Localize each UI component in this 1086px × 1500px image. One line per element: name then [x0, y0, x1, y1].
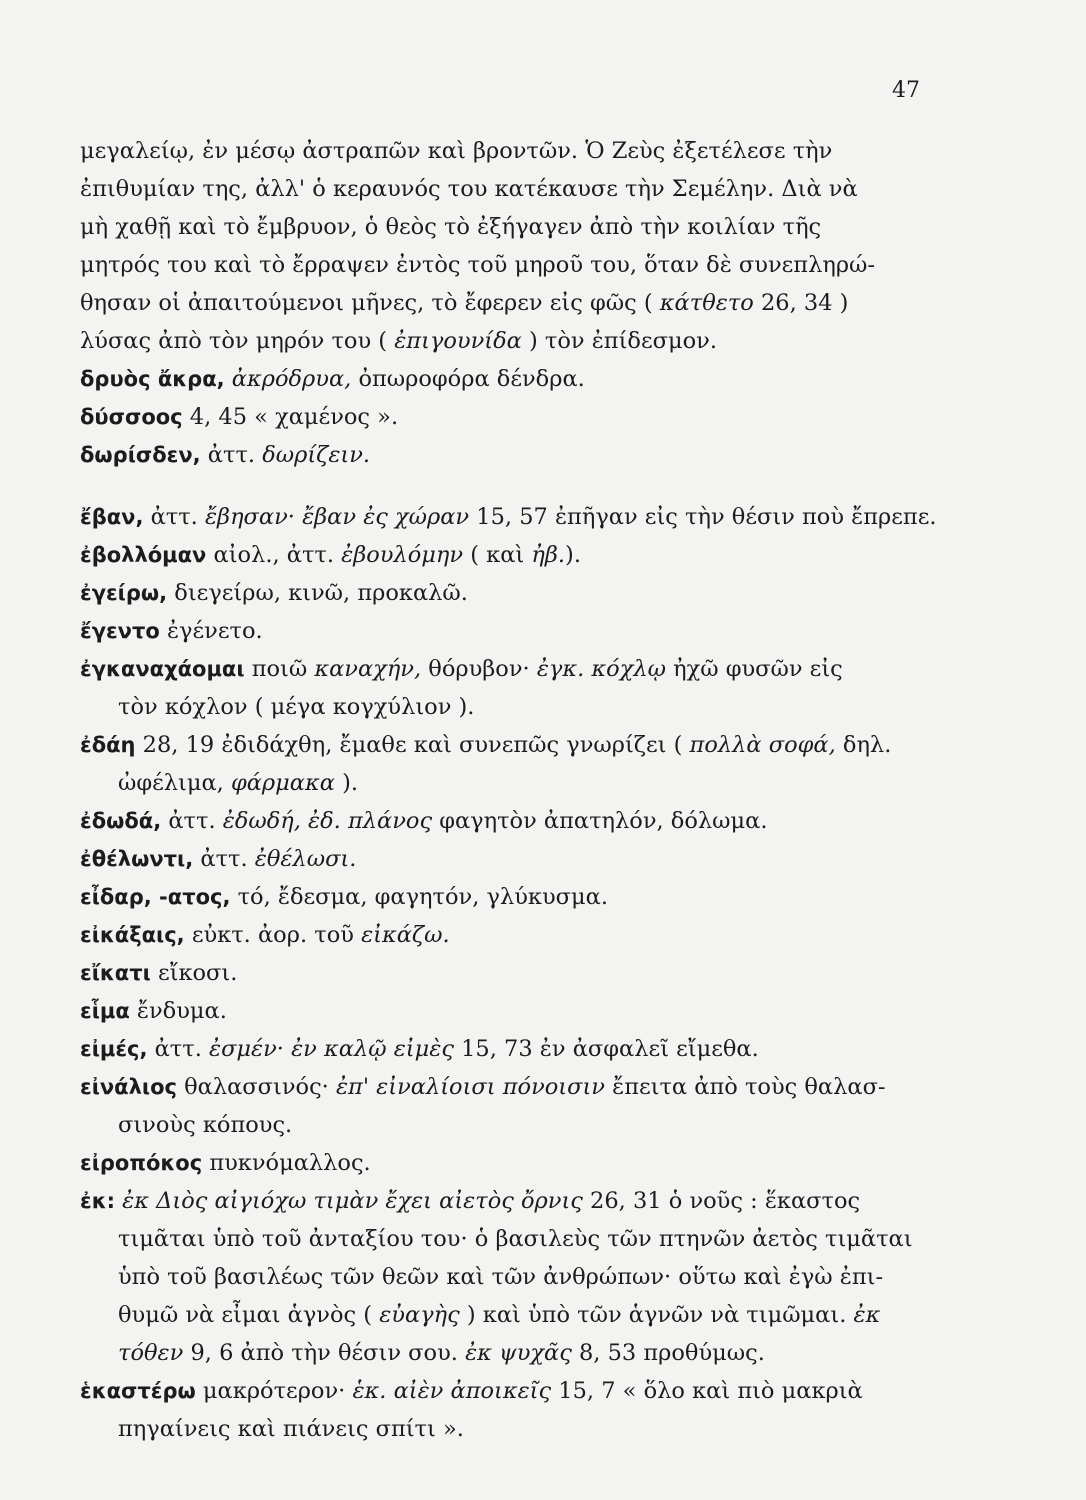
text-line [118, 1298, 920, 1332]
text-line [118, 1260, 920, 1294]
line-text: μεγαλείῳ, ἐν μέσῳ ἀστραπῶν καὶ βροντῶν. Ὁ Ζεὺς ἐξετέλεσε τὴν [80, 138, 833, 164]
headword: ἑκαστέρω [80, 1379, 196, 1403]
line-text: διεγείρω, κινῶ, προκαλῶ. [167, 580, 468, 606]
line-text: πυκνόμαλλος. [202, 1150, 371, 1176]
text-line [80, 576, 920, 610]
line-text: ἀττ. [193, 846, 255, 872]
italic-text: ἐπ' εἰναλίοισι πόνοισιν [335, 1074, 605, 1100]
headword: ἐβολλόμαν [80, 543, 207, 567]
italic-text: ἐβουλόμην [341, 542, 464, 568]
line-text: ἔνδυμα. [129, 998, 227, 1024]
line-text: ἐπιθυμίαν της, ἀλλ' ὁ κεραυνός του κατέκαυσε τὴν Σεμέλην. Διὰ νὰ [80, 176, 858, 202]
text-line [118, 690, 920, 724]
text-line [80, 994, 920, 1028]
text-line [80, 134, 920, 168]
line-text: αἰολ., ἀττ. [206, 542, 342, 568]
line-text: 15, 7 « ὅλο καὶ πιὸ μακριὰ [551, 1378, 863, 1404]
headword: ἐδάη [80, 733, 136, 757]
headword: ἐδωδά, [80, 809, 162, 833]
text-line [80, 652, 920, 686]
line-text: θυμῶ νὰ εἶμαι ἁγνὸς ( [118, 1302, 380, 1328]
line-text: μὴ χαθῇ καὶ τὸ ἔμβρυον, ὁ θεὸς τὸ ἐξήγαγεν ἀπὸ τὴν κοιλίαν τῆς [80, 214, 822, 240]
line-text: δηλ. [835, 732, 892, 758]
italic-text: ἐσμέν· ἐν καλῷ εἰμὲς [209, 1036, 454, 1062]
line-text [341, 808, 348, 834]
text-line [80, 1070, 920, 1104]
italic-text: ἐθέλωσι. [254, 846, 357, 872]
italic-text: ἐκ [853, 1302, 881, 1328]
headword: εἴκατι [80, 961, 151, 985]
italic-text: ἐκ Διὸς αἰγιόχω τιμὰν ἔχει αἰετὸς ὄρνις [122, 1188, 583, 1214]
text-line [80, 362, 920, 396]
headword: εἰνάλιος [80, 1075, 177, 1099]
italic-text: ἠβ. [531, 542, 566, 568]
line-text: ἀττ. [147, 1036, 209, 1062]
italic-text: καναχήν, [314, 656, 422, 682]
italic-text: ἑκ. αἰὲν ἀποικεῖς [352, 1378, 552, 1404]
italic-text: ἔβησαν· ἔβαν ἐς χώραν [204, 504, 470, 530]
text-line [80, 172, 920, 206]
text-line [118, 1108, 920, 1142]
line-text: θόρυβον· [421, 656, 537, 682]
line-text: μητρός του καὶ τὸ ἔρραψεν ἐντὸς τοῦ μηροῦ του, ὅταν δὲ συνεπληρώ- [80, 252, 876, 278]
text-line [80, 842, 920, 876]
headword: εἰκάξαις, [80, 923, 185, 947]
text-line [80, 1374, 920, 1408]
headword: εἶδαρ, -ατος, [80, 885, 231, 909]
line-text: ἔπειτα ἀπὸ τοὺς θαλασ- [604, 1074, 886, 1100]
headword: εἷμα [80, 999, 130, 1023]
headword: δρυὸς ἄκρα, [80, 367, 225, 391]
headword: ἔβαν, [80, 505, 144, 529]
italic-text: ἐπιγουνίδα [394, 328, 522, 354]
text-line [80, 538, 920, 572]
line-text: θησαν οἱ ἀπαιτούμενοι μῆνες, τὸ ἔφερεν εἰς φῶς ( [80, 290, 660, 316]
italic-text: εὐαγὴς [379, 1302, 460, 1328]
line-text: λύσας ἀπὸ τὸν μηρόν του ( [80, 328, 395, 354]
line-text: ἀττ. [200, 442, 263, 468]
text-line [80, 728, 920, 762]
line-text: 15, 73 ἐν ἀσφαλεῖ εἴμεθα. [453, 1036, 759, 1062]
text-line [118, 766, 920, 800]
italic-text: δωρίζειν. [262, 442, 371, 468]
text-line [118, 1336, 920, 1370]
line-text: τιμᾶται ὑπὸ τοῦ ἀνταξίου του· ὁ βασιλεὺς τῶν πτηνῶν ἀετὸς τιμᾶται [118, 1226, 913, 1252]
line-text: εὐκτ. ἀορ. τοῦ [184, 922, 362, 948]
text-line [80, 956, 920, 990]
line-text: ἀττ. [161, 808, 223, 834]
text-line [80, 1184, 920, 1218]
line-text: 4, 45 « χαμένος ». [182, 404, 399, 430]
line-text: μακρότερον· [195, 1378, 353, 1404]
text-line [80, 324, 920, 358]
line-text: φαγητὸν ἀπατηλόν, δόλωμα. [432, 808, 768, 834]
text-line [80, 804, 920, 838]
line-text: 8, 53 προθύμως. [571, 1340, 765, 1366]
italic-text: κάτθετο [659, 290, 754, 316]
line-text: ποιῶ [244, 656, 315, 682]
line-text: εἴκοσι. [150, 960, 238, 986]
line-text [225, 366, 232, 392]
line-text: ἐγένετο. [159, 618, 263, 644]
text-line [118, 1412, 920, 1446]
italic-text: ἐδωδή, ἐδ. [222, 808, 341, 834]
headword: ἐγείρω, [80, 581, 168, 605]
text-line [80, 880, 920, 914]
line-text: πηγαίνεις καὶ πιάνεις σπίτι ». [118, 1416, 464, 1442]
text-line [80, 248, 920, 282]
italic-text: ἐκ ψυχᾶς [465, 1340, 572, 1366]
headword: εἰμές, [80, 1037, 148, 1061]
headword: ἐθέλωντι, [80, 847, 194, 871]
line-text: τὸν κόχλον ( μέγα κογχύλιον ). [118, 694, 475, 720]
text-line [118, 1222, 920, 1256]
text-line [80, 1146, 920, 1180]
headword: ἔγεντο [80, 619, 160, 643]
italic-text: εἰκάζω. [361, 922, 450, 948]
line-text: ὠφέλιμα, [118, 770, 231, 796]
italic-text: φάρμακα [230, 770, 335, 796]
line-text: ). [565, 542, 581, 568]
headword: δωρίσδεν, [80, 443, 201, 467]
line-text: 28, 19 ἐδιδάχθη, ἔμαθε καὶ συνεπῶς γνωρίζει ( [135, 732, 690, 758]
text-line [80, 438, 920, 472]
text-line [80, 210, 920, 244]
italic-text: ἐγκ. κόχλῳ [536, 656, 666, 682]
italic-text: πλάνος [347, 808, 433, 834]
line-text: τό, ἔδεσμα, φαγητόν, γλύκυσμα. [230, 884, 608, 910]
line-text: 26, 31 ὁ νοῦς : ἕκαστος [582, 1188, 861, 1214]
line-text: ὀπωροφόρα δένδρα. [351, 366, 585, 392]
line-text: ἀττ. [143, 504, 205, 530]
headword: ἐκ: [80, 1189, 116, 1213]
italic-text: πολλὰ σοφά, [689, 732, 836, 758]
line-text: 26, 34 ) [753, 290, 849, 316]
page-number: 47 [892, 78, 920, 103]
line-text: ( καὶ [463, 542, 532, 568]
line-text: ). [334, 770, 359, 796]
line-text: ) καὶ ὑπὸ τῶν ἁγνῶν νὰ τιμῶμαι. [459, 1302, 854, 1328]
line-text: 15, 57 ἐπῆγαν εἰς τὴν θέσιν ποὺ ἔπρεπε. [469, 504, 937, 530]
line-text: ἠχῶ φυσῶν εἰς [665, 656, 843, 682]
line-text: σινοὺς κόπους. [118, 1112, 293, 1138]
line-text: ) τὸν ἐπίδεσμον. [521, 328, 717, 354]
line-text: 9, 6 ἀπὸ τὴν θέσιν σου. [183, 1340, 466, 1366]
headword: εἰροπόκος [80, 1151, 203, 1175]
text-line [80, 400, 920, 434]
text-line [80, 500, 937, 534]
text-line [80, 1032, 920, 1066]
text-line [80, 614, 920, 648]
line-text: θαλασσινός· [176, 1074, 336, 1100]
headword: δύσσοος [80, 405, 183, 429]
line-text: ὑπὸ τοῦ βασιλέως τῶν θεῶν καὶ τῶν ἀνθρώπων· οὕτω καὶ ἐγὼ ἐπι- [118, 1264, 884, 1290]
text-line [80, 918, 920, 952]
italic-text: ἀκρόδρυα, [231, 366, 352, 392]
italic-text: τόθεν [118, 1340, 184, 1366]
headword: ἐγκαναχάομαι [80, 657, 245, 681]
text-line [80, 286, 920, 320]
